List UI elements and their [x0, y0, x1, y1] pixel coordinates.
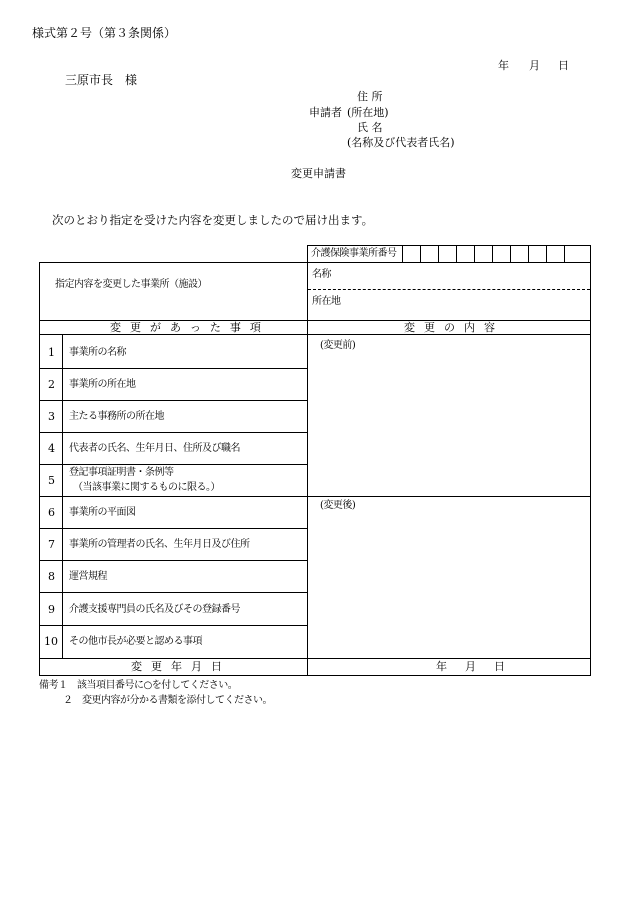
item-number: 6	[48, 506, 55, 519]
location-label: (所在地)	[347, 106, 389, 119]
item-number: 3	[48, 410, 55, 423]
change-date-label: 変更年月日	[131, 660, 231, 673]
form-number: 様式第２号（第３条関係）	[32, 26, 177, 40]
item-number: 10	[44, 635, 58, 648]
item-label: 主たる事務所の所在地	[69, 411, 164, 422]
date-month-label: 月	[529, 59, 540, 72]
date-day-label: 日	[558, 59, 569, 72]
document-title: 変更申請書	[291, 167, 346, 180]
item-number: 9	[48, 603, 55, 616]
corp-name-label: (名称及び代表者氏名)	[347, 136, 455, 149]
facility-address-label: 所在地	[312, 296, 341, 307]
item-number: 1	[48, 346, 55, 359]
item-label: 事業所の平面図	[69, 507, 136, 518]
item-number: 8	[48, 570, 55, 583]
addressee: 三原市長 様	[65, 73, 138, 87]
change-date-year: 年	[436, 660, 447, 673]
item-number: 5	[48, 474, 55, 487]
contents-header: 変更の内容	[404, 321, 504, 334]
item-label: 代表者の氏名、生年月日、住所及び職名	[69, 443, 240, 454]
after-label: (変更後)	[320, 500, 356, 511]
date-year-label: 年	[498, 59, 509, 72]
before-label: (変更前)	[320, 340, 356, 351]
facility-label: 指定内容を変更した事業所（施設）	[55, 279, 207, 290]
note-2: ２ 変更内容が分かる書類を添付してください。	[63, 695, 272, 706]
item-label: 運営規程	[69, 571, 107, 582]
item-label: 登記事項証明書・条例等	[69, 467, 174, 478]
applicant-label: 申請者	[309, 106, 342, 119]
facility-name-label: 名称	[312, 269, 331, 280]
address-label: 住 所	[357, 90, 383, 103]
office-number-label: 介護保険事業所番号	[311, 248, 397, 259]
items-header: 変更があった事項	[110, 321, 270, 334]
item-sublabel: （当該事業に関するものに限る。）	[73, 482, 220, 493]
item-number: 4	[48, 442, 55, 455]
note-1: 備考１ 該当項目番号に○を付してください。	[39, 680, 238, 691]
item-label: 事業所の名称	[69, 347, 126, 358]
item-label: その他市長が必要と認める事項	[69, 636, 202, 647]
intro-text: 次のとおり指定を受けた内容を変更しましたので届け出ます。	[52, 213, 374, 227]
item-label: 事業所の管理者の氏名、生年月日及び住所	[69, 539, 250, 550]
change-date-month: 月	[465, 660, 476, 673]
item-number: 2	[48, 378, 55, 391]
item-label: 事業所の所在地	[69, 379, 136, 390]
name-label: 氏 名	[357, 121, 383, 134]
item-label: 介護支援専門員の氏名及びその登録番号	[69, 604, 240, 615]
change-date-day: 日	[494, 660, 505, 673]
item-number: 7	[48, 538, 55, 551]
